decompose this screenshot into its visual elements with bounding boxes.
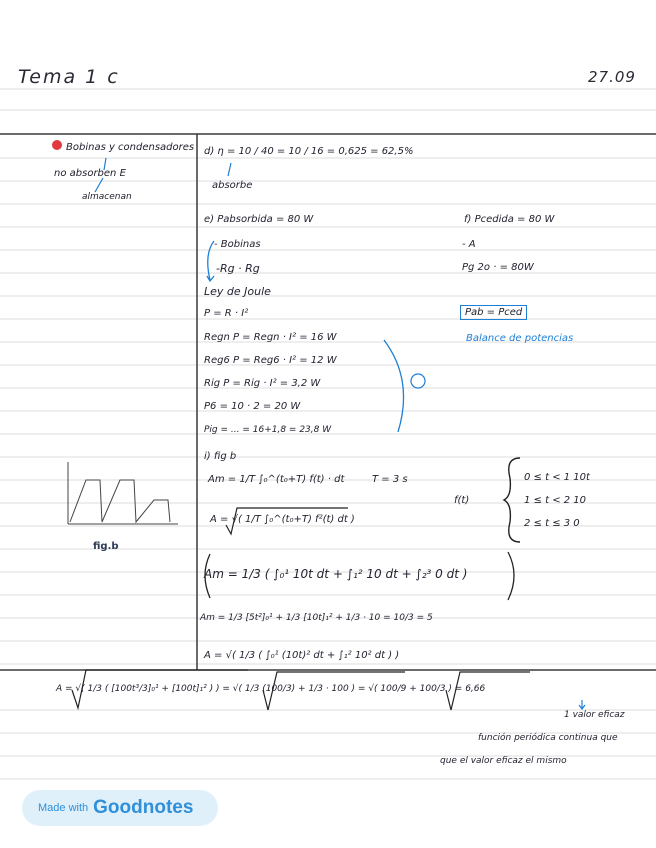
bottom-note-2: función periódica continua que bbox=[478, 733, 618, 743]
page-title: Tema 1 c bbox=[18, 66, 120, 88]
red-bullet-icon bbox=[52, 140, 62, 150]
section-f-line-2: Pg 2o · = 80W bbox=[462, 262, 534, 273]
section-f-boxed: Pab = Pced bbox=[460, 305, 527, 320]
section-e-heading: e) Pabsorbida = 80 W bbox=[204, 214, 314, 225]
section-e-line-9: Pig = ... = 16+1,8 = 23,8 W bbox=[204, 425, 332, 435]
section-e-line-6: Reg6 P = Reg6 · I² = 12 W bbox=[204, 355, 337, 366]
bottom-note-3: que el valor eficaz el mismo bbox=[440, 756, 567, 766]
piecewise-case-1: 0 ≤ t < 1 10t bbox=[524, 472, 590, 483]
section-e-line-3: Ley de Joule bbox=[204, 285, 271, 298]
badge-made-with: Made with bbox=[38, 802, 89, 814]
section-f-line-1: - A bbox=[462, 239, 476, 250]
section-e-line-4: P = R · I² bbox=[204, 308, 249, 319]
a-full-result: A = √( 1/3 ( [100t³/3]₀¹ + [100t]₁² ) ) = √( 1/3 (100/3) + 1/3 · 100 ) = √( 100/9 + 100/3 ) = 6,66 bbox=[56, 684, 486, 694]
section-e-line-7: Rig P = Rig · I² = 3,2 W bbox=[204, 378, 321, 389]
piecewise-lhs: f(t) bbox=[454, 495, 470, 506]
a-expansion: A = √( 1/3 ( ∫₀¹ (10t)² dt + ∫₁² 10² dt ) ) bbox=[204, 650, 400, 661]
piecewise-case-3: 2 ≤ t ≤ 3 0 bbox=[524, 518, 580, 529]
section-i-am-def: Am = 1/T ∫₀^(t₀+T) f(t) · dt bbox=[208, 474, 345, 485]
figure-b-graph bbox=[68, 462, 178, 524]
left-note-1: Bobinas y condensadores bbox=[66, 142, 195, 153]
bottom-note-1: 1 valor eficaz bbox=[564, 710, 625, 720]
figure-caption: fig.b bbox=[93, 541, 119, 552]
section-i-period: T = 3 s bbox=[372, 474, 408, 485]
section-e-line-2: -Rg · Rg bbox=[216, 262, 260, 275]
section-e-line-8: P6 = 10 · 2 = 20 W bbox=[204, 401, 301, 412]
left-note-2: no absorben E bbox=[54, 168, 126, 179]
section-e-line-1: - Bobinas bbox=[214, 239, 261, 250]
section-e-line-5: Regn P = Regn · I² = 16 W bbox=[204, 332, 337, 343]
am-expansion: Am = 1/3 ( ∫₀¹ 10t dt + ∫₁² 10 dt + ∫₂³ 0 dt ) bbox=[204, 567, 468, 581]
section-i-heading: i) fig b bbox=[204, 451, 237, 462]
am-result: Am = 1/3 [5t²]₀¹ + 1/3 [10t]₁² + 1/3 · 10 = 10/3 = 5 bbox=[200, 613, 433, 623]
piecewise-case-2: 1 ≤ t < 2 10 bbox=[524, 495, 587, 506]
section-d-formula: d) η = 10 / 40 = 10 / 16 = 0,625 = 62,5% bbox=[204, 146, 414, 157]
page-date: 27.09 bbox=[588, 68, 636, 86]
badge-brand: Goodnotes bbox=[93, 797, 194, 818]
goodnotes-badge[interactable] bbox=[22, 790, 218, 826]
section-d-sublabel: absorbe bbox=[212, 180, 253, 191]
section-f-heading: f) Pcedida = 80 W bbox=[464, 214, 555, 225]
left-note-3: almacenan bbox=[82, 192, 132, 202]
section-i-a-def: A = √( 1/T ∫₀^(t₀+T) f²(t) dt ) bbox=[210, 514, 355, 525]
section-f-caption: Balance de potencias bbox=[466, 333, 574, 344]
